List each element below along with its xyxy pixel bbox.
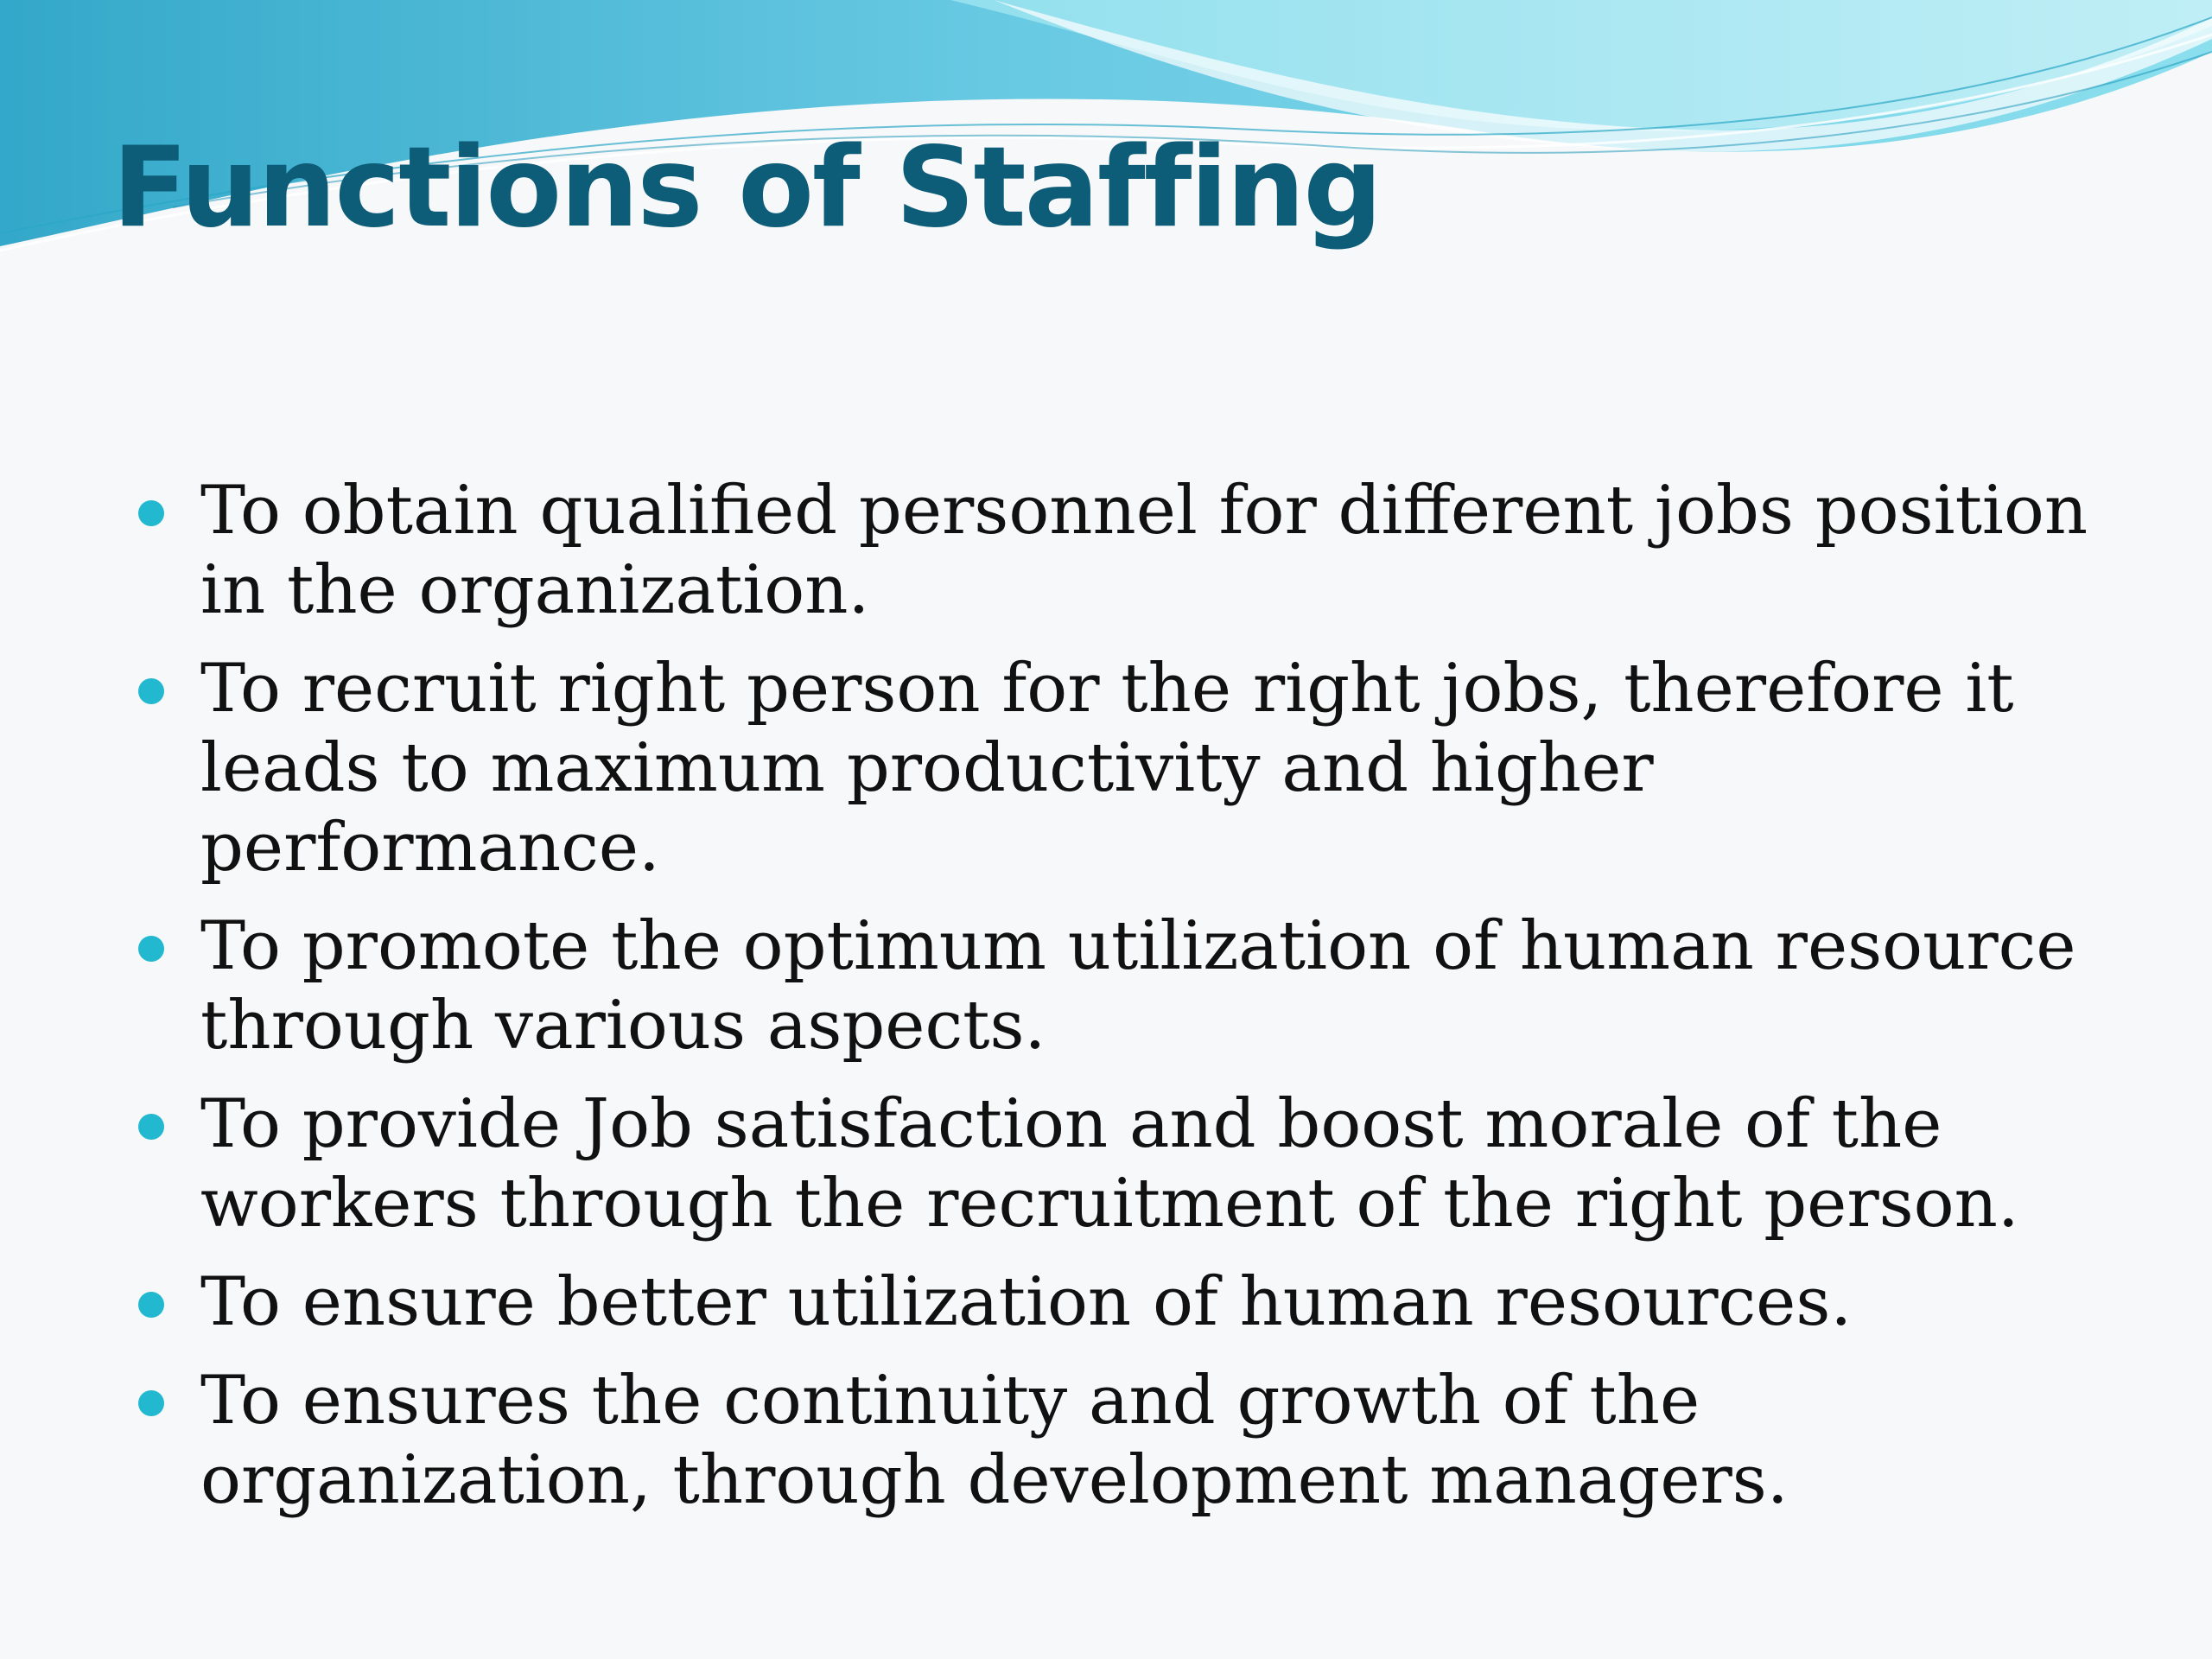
bullet-text: To recruit right person for the right jobs, therefore it leads to maximum productivity and higher performance. [200, 650, 2014, 887]
bullet-dot-icon [138, 678, 164, 704]
slide-title: Functions of Staffing [112, 124, 1381, 252]
bullet-dot-icon [138, 500, 164, 526]
bullet-item [138, 1262, 2126, 1342]
bullet-dot-icon [138, 1292, 164, 1318]
bullet-text: To promote the optimum utilization of human resource through various aspects. [200, 907, 2076, 1065]
bullet-text: To obtain qualified personnel for different jobs position in the organization. [200, 472, 2088, 629]
bullet-text: To provide Job satisfaction and boost morale of the workers through the recruitment of the right person. [200, 1085, 2019, 1243]
bullet-text: To ensures the continuity and growth of the organization, through development managers. [200, 1362, 1789, 1519]
bullet-dot-icon [138, 1390, 164, 1416]
bullet-item [138, 471, 2126, 630]
bullet-dot-icon [138, 936, 164, 962]
bullet-item [138, 906, 2126, 1065]
bullet-dot-icon [138, 1114, 164, 1140]
bullet-item [138, 649, 2126, 887]
bullet-text: To ensure better utilization of human resources. [200, 1263, 1853, 1341]
bullet-list [138, 471, 2126, 1539]
bullet-item [138, 1084, 2126, 1243]
bullet-item [138, 1361, 2126, 1520]
